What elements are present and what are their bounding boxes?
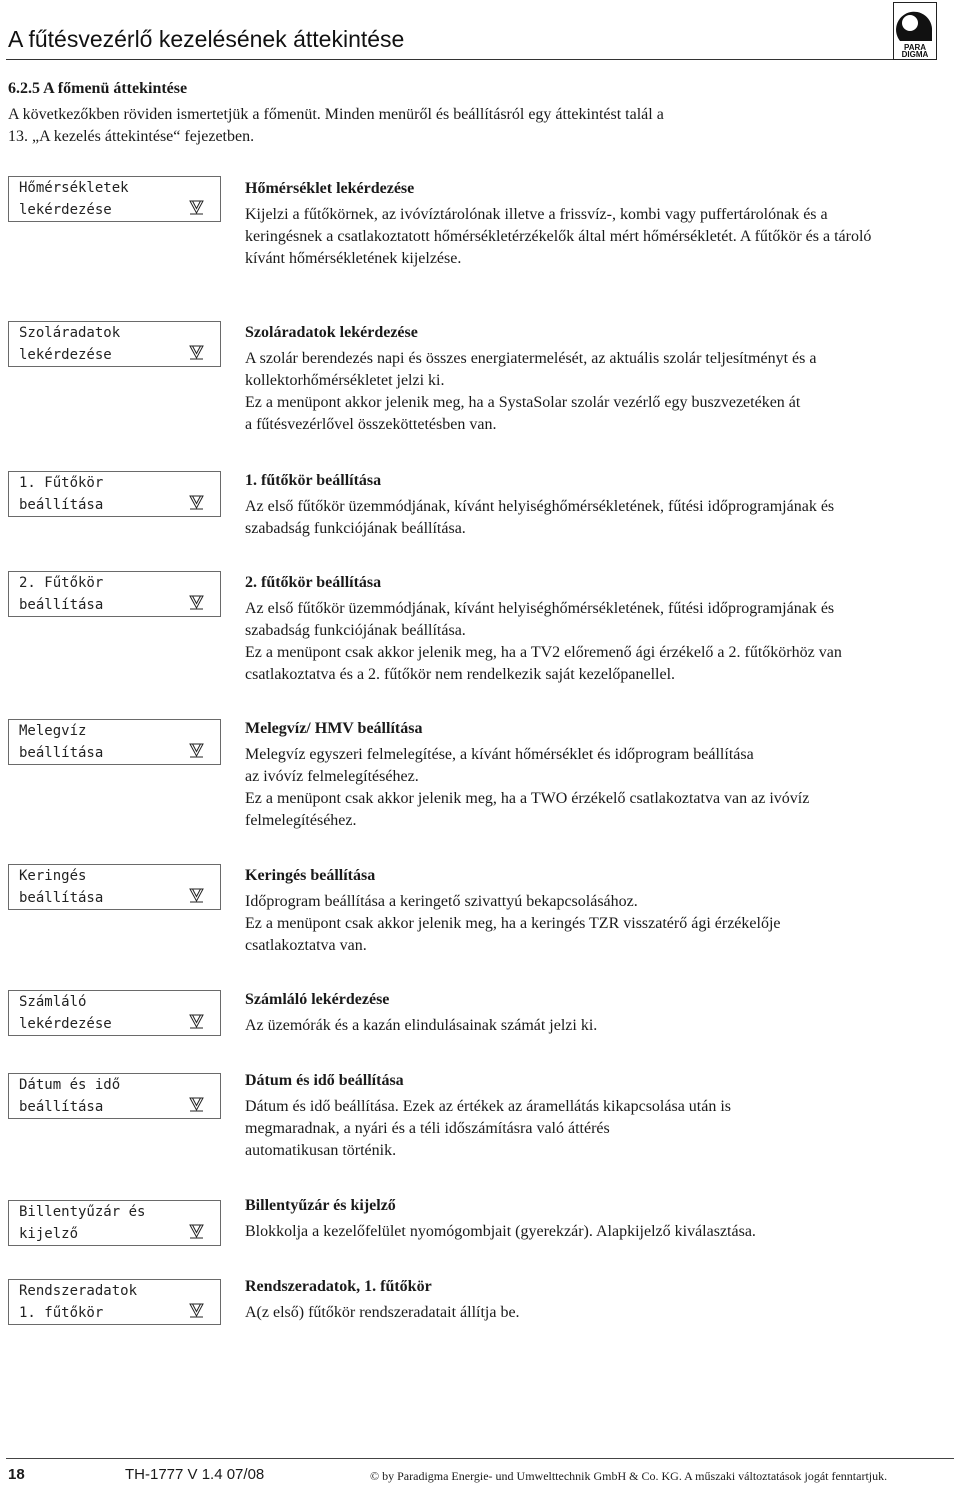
section-heading: 6.2.5 A főmenü áttekintése	[8, 80, 188, 97]
description-line: Ez a menüpont akkor jelenik meg, ha a SystaSolar szolár vezérlő egy buszvezetéken át	[245, 394, 801, 411]
menu-item-heading: 2. fűtőkör beállítása	[245, 574, 382, 591]
page-title: A fűtésvezérlő kezelésének áttekintése	[8, 26, 405, 52]
description-line: Ez a menüpont csak akkor jelenik meg, ha a TV2 előremenő ági érzékelő a 2. fűtőkörhöz van	[245, 644, 842, 661]
menu-display-box	[8, 719, 221, 765]
footer-divider	[6, 1458, 954, 1459]
scroll-down-arrow-icon	[189, 199, 204, 215]
menu-display-box	[8, 321, 221, 367]
display-line: beállítása	[19, 890, 104, 906]
display-line: 1. fűtőkör	[19, 1305, 104, 1321]
menu-display-box	[8, 990, 221, 1036]
document-id: TH-1777 V 1.4 07/08	[125, 1466, 265, 1483]
description-line: megmaradnak, a nyári és a téli időszámításra való áttérés	[245, 1120, 610, 1137]
intro-line: A következőkben röviden ismertetjük a főmenüt. Minden menüről és beállításról egy áttekintést talál a	[8, 106, 664, 123]
description-line: Dátum és idő beállítása. Ezek az értékek az áramellátás kikapcsolása után is	[245, 1098, 732, 1115]
menu-description	[245, 718, 959, 832]
menu-description	[245, 865, 959, 957]
menu-item-heading: Szoláradatok lekérdezése	[245, 324, 418, 341]
menu-item-heading: Dátum és idő beállítása	[245, 1072, 404, 1089]
display-line: Billentyűzár és	[19, 1204, 146, 1220]
menu-display-box	[8, 176, 221, 222]
scroll-down-arrow-icon	[189, 494, 204, 510]
copyright-notice: © by Paradigma Energie- und Umwelttechnik GmbH & Co. KG. A műszaki változtatások jogát fenntartjuk.	[370, 1469, 888, 1483]
menu-description	[245, 470, 959, 540]
description-line: a fűtésvezérlővel összeköttetésben van.	[245, 416, 497, 433]
description-line: Az első fűtőkör üzemmódjának, kívánt helyiséghőmérsékletének, fűtési időprogramjának és	[245, 600, 835, 617]
description-line: csatlakoztatva és a 2. fűtőkör nem rendelkezik saját kezelőpanellel.	[245, 666, 676, 683]
scroll-down-arrow-icon	[189, 1013, 204, 1029]
intro-text	[8, 104, 808, 148]
description-line: Az üzemórák és a kazán elindulásainak számát jelzi ki.	[245, 1017, 598, 1034]
display-line: Szoláradatok	[19, 325, 121, 341]
menu-description	[245, 1195, 959, 1243]
menu-description	[245, 989, 959, 1037]
menu-description	[245, 572, 959, 686]
description-line: Az első fűtőkör üzemmódjának, kívánt helyiséghőmérsékletének, fűtési időprogramjának és	[245, 498, 835, 515]
menu-item-heading: Számláló lekérdezése	[245, 991, 390, 1008]
menu-item-heading: Billentyűzár és kijelző	[245, 1197, 396, 1214]
page-number: 18	[8, 1466, 25, 1483]
display-line: beállítása	[19, 1099, 104, 1115]
title-divider	[6, 59, 932, 60]
menu-description	[245, 178, 959, 270]
description-line: kívánt hőmérsékletének kijelzése.	[245, 250, 462, 267]
description-line: felmelegítéséhez.	[245, 812, 357, 829]
menu-item-heading: 1. fűtőkör beállítása	[245, 472, 382, 489]
display-line: 2. Fűtőkör	[19, 575, 104, 591]
paradigma-logo	[893, 2, 937, 60]
display-line: Rendszeradatok	[19, 1283, 138, 1299]
menu-item-heading: Hőmérséklet lekérdezése	[245, 180, 415, 197]
menu-description	[245, 322, 959, 436]
logo-text-top: PARA	[903, 43, 927, 52]
menu-description	[245, 1276, 959, 1324]
intro-line: 13. „A kezelés áttekintése“ fejezetben.	[8, 128, 255, 145]
display-line: lekérdezése	[19, 1016, 112, 1032]
menu-display-box	[8, 1073, 221, 1119]
menu-display-box	[8, 1279, 221, 1325]
menu-display-box	[8, 471, 221, 517]
display-line: lekérdezése	[19, 347, 112, 363]
display-line: Melegvíz	[19, 723, 87, 739]
menu-display-box	[8, 571, 221, 617]
description-line: A szolár berendezés napi és összes energiatermelését, az aktuális szolár teljesítményt és a	[245, 350, 817, 367]
menu-item-heading: Keringés beállítása	[245, 867, 376, 884]
scroll-down-arrow-icon	[189, 1096, 204, 1112]
display-line: beállítása	[19, 497, 104, 513]
scroll-down-arrow-icon	[189, 1223, 204, 1239]
display-line: 1. Fűtőkör	[19, 475, 104, 491]
scroll-down-arrow-icon	[189, 594, 204, 610]
display-line: beállítása	[19, 597, 104, 613]
description-line: automatikusan történik.	[245, 1142, 397, 1159]
description-line: szabadság funkciójának beállítása.	[245, 520, 466, 537]
description-line: Ez a menüpont csak akkor jelenik meg, ha a TWO érzékelő csatlakoztatva van az ivóvíz	[245, 790, 810, 807]
display-line: Számláló	[19, 994, 87, 1010]
menu-item-heading: Rendszeradatok, 1. fűtőkör	[245, 1278, 432, 1295]
description-line: kollektorhőmérsékletet jelzi ki.	[245, 372, 445, 389]
scroll-down-arrow-icon	[189, 1302, 204, 1318]
description-line: szabadság funkciójának beállítása.	[245, 622, 466, 639]
scroll-down-arrow-icon	[189, 344, 204, 360]
description-line: A(z első) fűtőkör rendszeradatait állítja be.	[245, 1304, 520, 1321]
description-line: csatlakoztatva van.	[245, 937, 367, 954]
description-line: keringésnek a csatlakoztatott hőmérsékletérzékelők által mért hőmérsékletét. A fűtőkör és a tároló	[245, 228, 872, 245]
menu-display-box	[8, 864, 221, 910]
description-line: Időprogram beállítása a keringető szivattyú bekapcsolásához.	[245, 893, 638, 910]
display-line: lekérdezése	[19, 202, 112, 218]
description-line: Melegvíz egyszeri felmelegítése, a kívánt hőmérséklet és időprogram beállítása	[245, 746, 754, 763]
display-line: beállítása	[19, 745, 104, 761]
description-line: Kijelzi a fűtőkörnek, az ivóvíztárolónak illetve a frissvíz-, kombi vagy puffertárolónak és a	[245, 206, 828, 223]
display-line: Hőmérsékletek	[19, 180, 129, 196]
menu-description	[245, 1070, 959, 1162]
description-line: Ez a menüpont csak akkor jelenik meg, ha a keringés TZR visszatérő ági érzékelője	[245, 915, 781, 932]
logo-text-bottom: DIGMA	[901, 50, 929, 59]
description-line: Blokkolja a kezelőfelület nyomógombjait (gyerekzár). Alapkijelző kiválasztása.	[245, 1223, 756, 1240]
description-line: az ivóvíz felmelegítéséhez.	[245, 768, 419, 785]
scroll-down-arrow-icon	[189, 887, 204, 903]
menu-display-box	[8, 1200, 221, 1246]
scroll-down-arrow-icon	[189, 742, 204, 758]
display-line: Dátum és idő	[19, 1077, 121, 1093]
menu-item-heading: Melegvíz/ HMV beállítása	[245, 720, 423, 737]
display-line: kijelző	[19, 1226, 79, 1242]
display-line: Keringés	[19, 868, 87, 884]
